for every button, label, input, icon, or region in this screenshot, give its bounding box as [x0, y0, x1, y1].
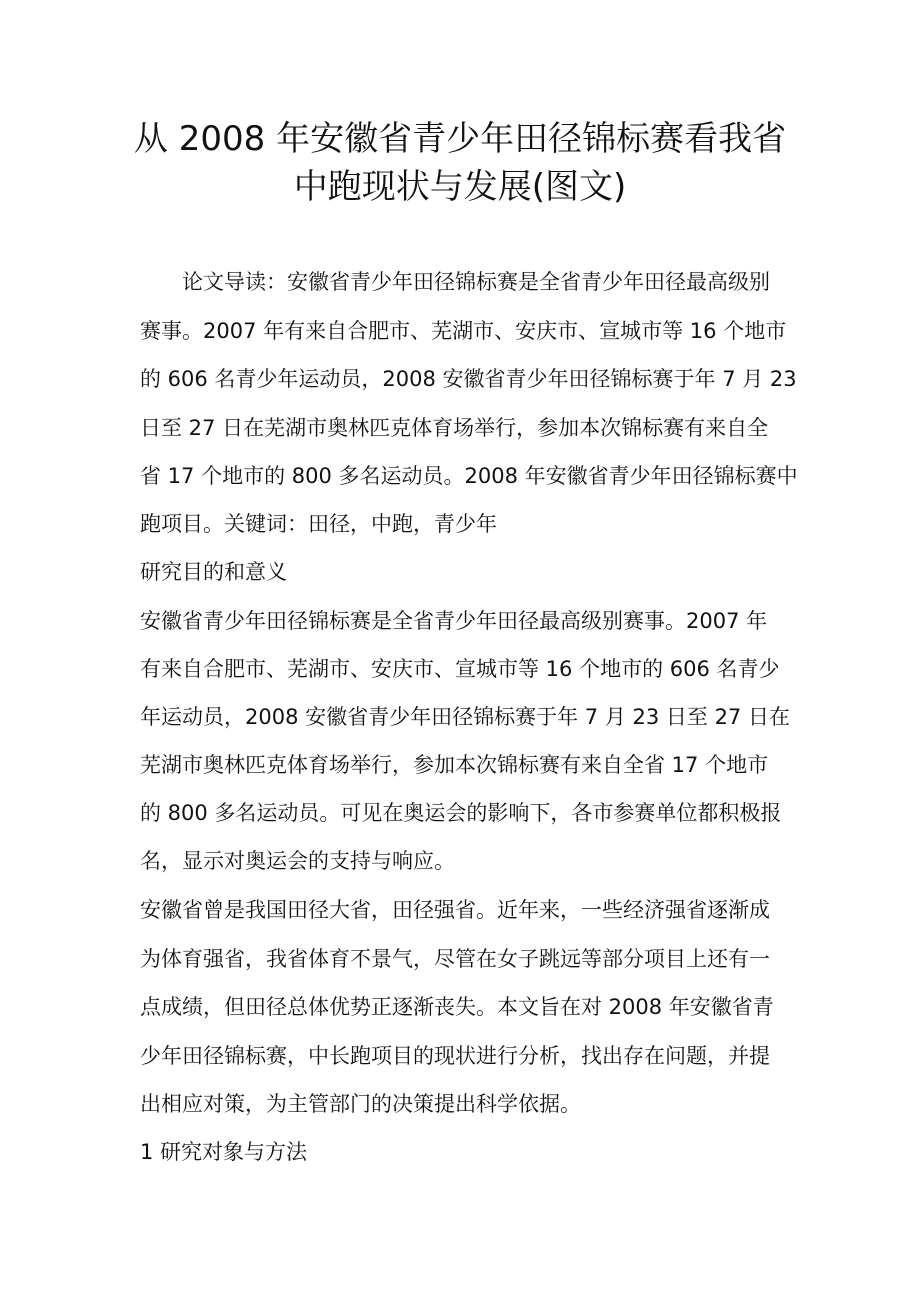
paragraph-2-line-3: 点成绩，但田径总体优势正逐渐丧失。本文旨在对 2008 年安徽省青 [140, 995, 774, 1019]
abstract-line-1: 论文导读：安徽省青少年田径锦标赛是全省青少年田径最高级别 [140, 270, 770, 294]
section-heading-methods: 1 研究对象与方法 [140, 1140, 308, 1164]
paragraph-1-line-2: 有来自合肥市、芜湖市、安庆市、宣城市等 16 个地市的 606 名青少 [140, 657, 780, 681]
abstract-line-5: 省 17 个地市的 800 多名运动员。2008 年安徽省青少年田径锦标赛中 [140, 464, 798, 488]
paragraph-2-line-2: 为体育强省，我省体育不景气，尽管在女子跳远等部分项目上还有一 [140, 947, 770, 971]
abstract-line-2: 赛事。2007 年有来自合肥市、芜湖市、安庆市、宣城市等 16 个地市 [140, 319, 787, 343]
paragraph-1-line-4: 芜湖市奥林匹克体育场举行，参加本次锦标赛有来自全省 17 个地市 [140, 753, 769, 777]
abstract-line-3: 的 606 名青少年运动员，2008 安徽省青少年田径锦标赛于年 7 月 23 [140, 367, 797, 391]
section-heading-purpose: 研究目的和意义 [140, 560, 287, 584]
abstract-line-4: 日至 27 日在芜湖市奥林匹克体育场举行，参加本次锦标赛有来自全 [140, 416, 769, 440]
paragraph-2-line-1: 安徽省曾是我国田径大省，田径强省。近年来，一些经济强省逐渐成 [140, 898, 770, 922]
paragraph-1-line-1: 安徽省青少年田径锦标赛是全省青少年田径最高级别赛事。2007 年 [140, 609, 768, 633]
paragraph-2-line-5: 出相应对策，为主管部门的决策提出科学依据。 [140, 1092, 581, 1116]
paragraph-1-line-3: 年运动员，2008 安徽省青少年田径锦标赛于年 7 月 23 日至 27 日在 [140, 705, 790, 729]
paragraph-2-line-4: 少年田径锦标赛，中长跑项目的现状进行分析，找出存在问题，并提 [140, 1044, 770, 1068]
paragraph-1-line-5: 的 800 多名运动员。可见在奥运会的影响下，各市参赛单位都积极报 [140, 801, 782, 825]
paragraph-1-line-6: 名，显示对奥运会的支持与响应。 [140, 849, 455, 873]
title-line-2: 中跑现状与发展(图文) [293, 167, 627, 207]
title-line-1: 从 2008 年安徽省青少年田径锦标赛看我省 [133, 119, 787, 159]
abstract-line-6: 跑项目。关键词：田径，中跑，青少年 [140, 512, 497, 536]
